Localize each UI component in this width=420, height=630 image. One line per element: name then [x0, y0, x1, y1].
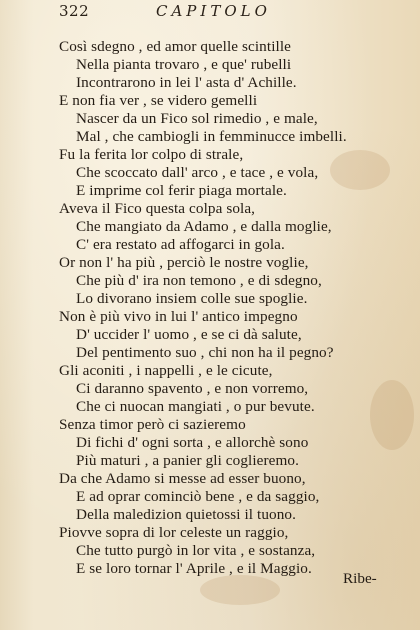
paper-stain: [200, 575, 280, 605]
verse-line: Che più d' ira non temono , e di sdegno,: [76, 272, 322, 289]
verse-line: E non fia ver , se videro gemelli: [59, 92, 258, 109]
running-head: CAPITOLO: [156, 2, 271, 20]
verse-line: Che ci nuocan mangiati , o pur bevute.: [76, 398, 315, 415]
verse-line: Piovve sopra di lor celeste un raggio,: [59, 524, 289, 541]
verse-line: Aveva il Fico questa colpa sola,: [59, 200, 256, 217]
verse-line: Or non l' ha più , perciò le nostre voglie,: [59, 254, 309, 271]
verse-line: Incontrarono in lei l' asta d' Achille.: [76, 74, 297, 91]
verse-line: Fu la ferita lor colpo di strale,: [59, 146, 244, 163]
verse-line: E se loro tornar l' Aprile , e il Maggio.: [76, 560, 312, 577]
verse-line: Da che Adamo si messe ad esser buono,: [59, 470, 306, 487]
verse-line: Che scoccato dall' arco , e tace , e vola,: [76, 164, 319, 181]
verse-line: Nella pianta trovaro , e que' rubelli: [76, 56, 292, 73]
verse-line: Della maledizion quietossi il tuono.: [76, 506, 296, 523]
verse-line: Lo divorano insiem colle sue spoglie.: [76, 290, 308, 307]
verse-line: Senza timor però ci sazieremo: [59, 416, 246, 433]
verse-line: C' era restato ad affogarci in gola.: [76, 236, 285, 253]
paper-stain: [370, 380, 414, 450]
page-number: 322: [59, 2, 90, 20]
verse-line: Che tutto purgò in lor vita , e sostanza,: [76, 542, 316, 559]
verse-line: Mal , che cambiogli in femminucce imbelli.: [76, 128, 347, 145]
verse-line: D' uccider l' uomo , e se ci dà salute,: [76, 326, 302, 343]
verse-line: E imprime col ferir piaga mortale.: [76, 182, 287, 199]
verse-line: Di fichi d' ogni sorta , e allorchè sono: [76, 434, 309, 451]
verse-line: Ci daranno spavento , e non vorremo,: [76, 380, 309, 397]
paper-stain: [330, 150, 390, 190]
verse-line: Così sdegno , ed amor quelle scintille: [59, 38, 291, 55]
verse-line: Gli aconiti , i nappelli , e le cicute,: [59, 362, 273, 379]
verse-line: Nascer da un Fico sol rimedio , e male,: [76, 110, 318, 127]
verse-line: Che mangiato da Adamo , e dalla moglie,: [76, 218, 332, 235]
catchword: Ribe-: [343, 570, 377, 587]
verse-line: Più maturi , a panier gli coglieremo.: [76, 452, 300, 469]
verse-line: Non è più vivo in lui l' antico impegno: [59, 308, 298, 325]
verse-line: E ad oprar cominciò bene , e da saggio,: [76, 488, 320, 505]
verse-line: Del pentimento suo , chi non ha il pegno?: [76, 344, 334, 361]
